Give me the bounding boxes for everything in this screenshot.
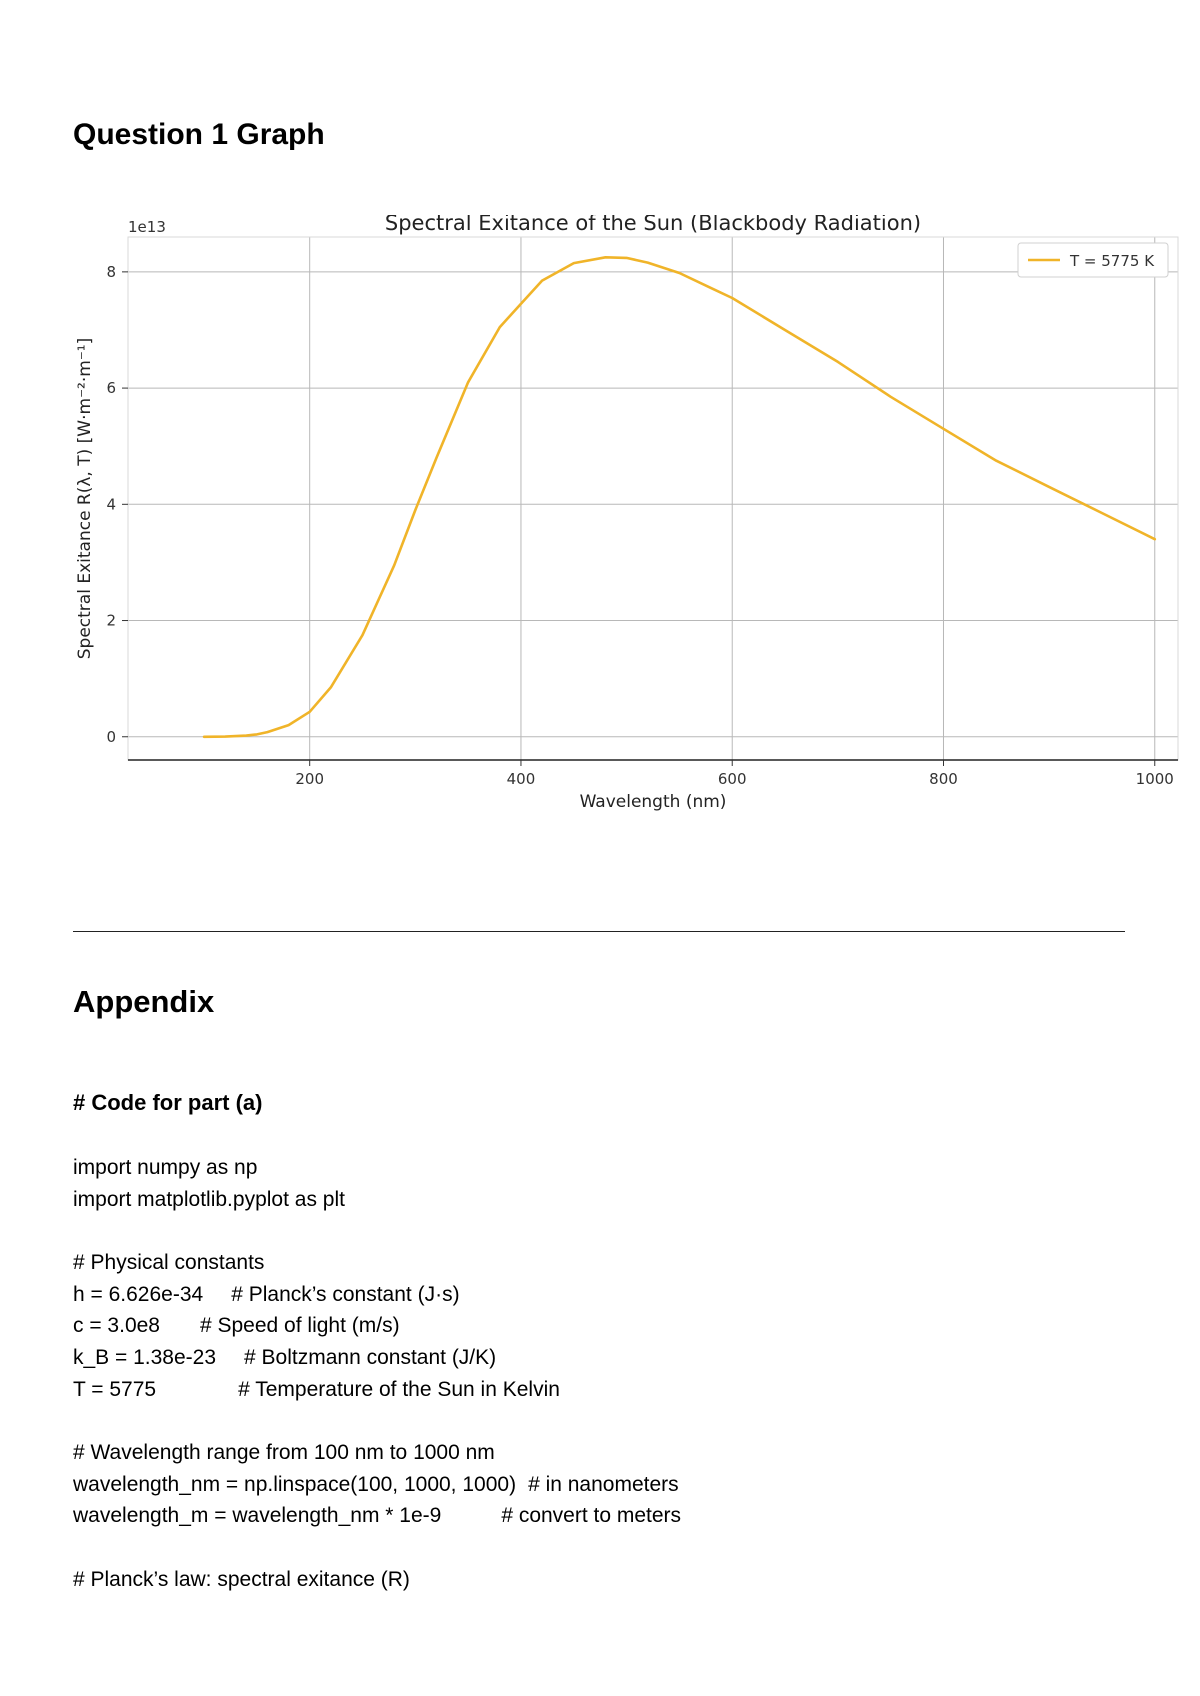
comment-wavelength-m: # convert to meters <box>501 1504 682 1528</box>
comment-c: # Speed of light (m/s) <box>199 1314 400 1338</box>
code-line-c <box>73 1310 1123 1342</box>
chart-svg <box>70 215 1180 895</box>
x-tick-label: 400 <box>506 770 536 788</box>
code-h: h = 6.626e-34 <box>73 1282 204 1306</box>
y-tick-label: 8 <box>106 262 116 281</box>
code-line-wavelength-m <box>73 1500 1123 1532</box>
x-tick-label: 1000 <box>1135 770 1174 788</box>
code-block <box>73 1152 1123 1596</box>
comment-t: # Temperature of the Sun in Kelvin <box>238 1377 560 1401</box>
code-line-kb <box>73 1342 1123 1374</box>
x-tick-label: 600 <box>717 770 747 788</box>
chart-title: Spectral Exitance of the Sun (Blackbody Radiation) <box>384 215 922 235</box>
code-t: T = 5775 <box>73 1377 157 1401</box>
chart-legend <box>1018 243 1168 277</box>
code-heading: # Code for part (a) <box>73 1090 263 1115</box>
x-axis-label: Wavelength (nm) <box>579 792 727 812</box>
y-tick-label: 6 <box>106 379 116 398</box>
code-c: c = 3.0e8 <box>73 1314 160 1338</box>
code-line-planck-comment: # Planck’s law: spectral exitance (R) <box>73 1567 410 1591</box>
x-tick-label: 800 <box>929 770 958 788</box>
y-offset-label: 1e13 <box>128 218 166 236</box>
code-line-t <box>73 1374 1123 1406</box>
code-wavelength-m: wavelength_m = wavelength_nm * 1e-9 <box>73 1504 442 1528</box>
comment-h: # Planck’s constant (J·s) <box>231 1282 460 1306</box>
spectral-exitance-chart <box>70 215 1180 895</box>
code-line-import-matplotlib: import matplotlib.pyplot as plt <box>73 1187 345 1211</box>
code-line-constants-comment: # Physical constants <box>73 1251 265 1275</box>
appendix-heading: Appendix <box>73 984 215 1019</box>
code-kb: k_B = 1.38e-23 <box>73 1345 217 1369</box>
legend-label: T = 5775 K <box>1070 252 1155 270</box>
y-tick-label: 0 <box>106 727 116 746</box>
comment-wavelength-nm: # in nanometers <box>528 1472 679 1496</box>
page-heading: Question 1 Graph <box>73 118 325 151</box>
code-line-wavelength-nm <box>73 1469 1123 1501</box>
code-line-wavelength-comment: # Wavelength range from 100 nm to 1000 nm <box>73 1441 495 1465</box>
y-tick-label: 4 <box>106 495 116 514</box>
comment-kb: # Boltzmann constant (J/K) <box>244 1345 497 1369</box>
y-tick-label: 2 <box>106 611 116 630</box>
code-line-import-numpy: import numpy as np <box>73 1156 258 1179</box>
code-wavelength-nm: wavelength_nm = np.linspace(100, 1000, 1000) <box>73 1472 517 1496</box>
y-axis-label: Spectral Exitance R(λ, T) [W·m⁻²·m⁻¹] <box>75 337 95 660</box>
code-line-h <box>73 1279 1123 1311</box>
x-tick-label: 200 <box>295 770 325 788</box>
separator-line <box>73 931 1125 932</box>
